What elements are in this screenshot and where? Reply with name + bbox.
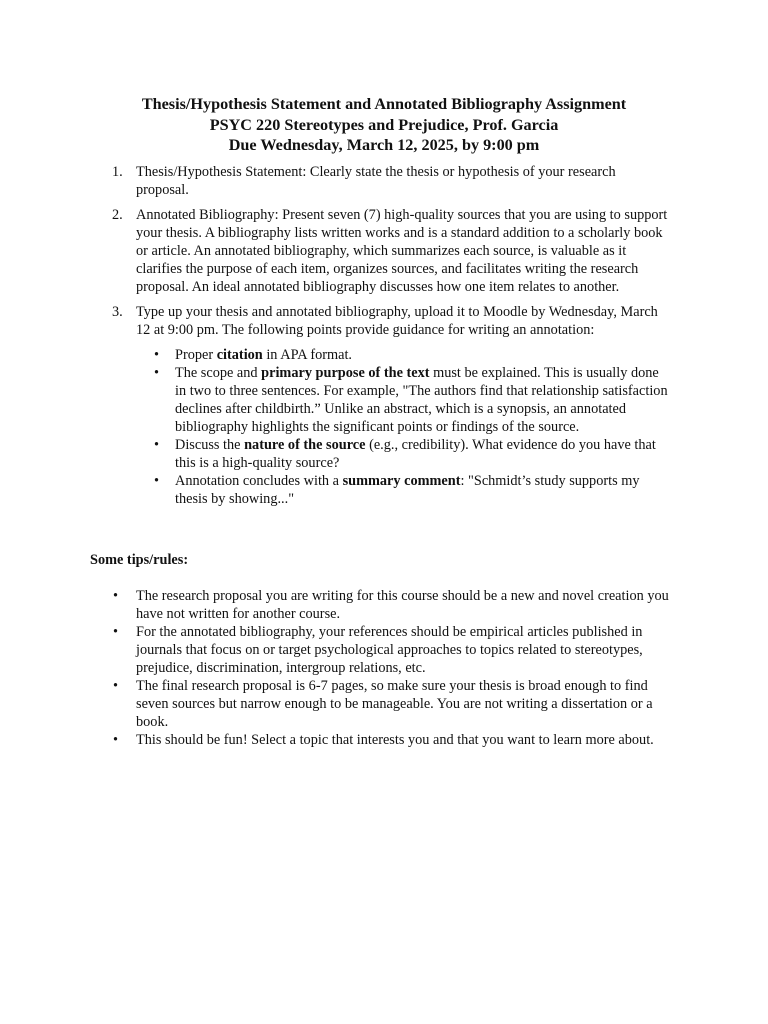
numbered-list — [112, 163, 672, 515]
bullet-icon: • — [113, 588, 119, 604]
guidance-text: in APA format. — [262, 347, 353, 363]
guidance-text: (e.g., credibility). What evidence do you have that this is a high-quality source? — [175, 437, 656, 471]
tip-text: The research proposal you are writing for this course should be a new and novel creation you have not written for another course. — [136, 588, 669, 622]
numbered-item — [112, 206, 672, 296]
bullet-icon: • — [113, 678, 119, 694]
item-number: 1. — [112, 164, 123, 180]
due-date-line: Due Wednesday, March 12, 2025, by 9:00 pm — [228, 136, 540, 154]
tips-heading: Some tips/rules: — [90, 552, 189, 568]
item-number: 2. — [112, 207, 123, 223]
guidance-bold-term: primary purpose of the text — [261, 365, 430, 381]
bullet-icon: • — [113, 624, 119, 640]
bullet-icon: • — [154, 365, 160, 381]
item-text: Annotated Bibliography: Present seven (7) high-quality sources that you are using to support your thesis. A bibliography lists written works and is a standard addition to a scholarly book or article. An annotated bibliography, which summarizes each source, is valuable as it clarifies the purpose of each item, organizes sources, and facilitates writing the research proposal. An ideal annotated bibliography discusses how one item relates to another. — [136, 207, 668, 295]
tip-text: The final research proposal is 6-7 pages, so make sure your thesis is broad enough to find seven sources but narrow enough to be manageable. You are not writing a dissertation or a book. — [136, 678, 653, 730]
guidance-list — [136, 346, 672, 508]
bullet-icon: • — [113, 732, 119, 748]
tip-item — [112, 587, 677, 623]
tip-text: For the annotated bibliography, your references should be empirical articles published in journals that focus on or target psychological approaches to topics related to stereotypes, prejudice, discrimination, intergroup relations, etc. — [136, 624, 643, 676]
guidance-item — [136, 472, 672, 508]
guidance-bold-term: citation — [216, 347, 263, 363]
tip-item — [112, 677, 677, 731]
guidance-text: The scope and — [175, 365, 262, 381]
course-line: PSYC 220 Stereotypes and Prejudice, Prof. Garcia — [209, 115, 559, 134]
guidance-text: Annotation concludes with a — [175, 473, 343, 489]
tip-item — [112, 623, 677, 677]
bullet-icon: • — [154, 437, 160, 453]
item-text: Thesis/Hypothesis Statement: Clearly state the thesis or hypothesis of your research proposal. — [136, 164, 616, 198]
guidance-text: Proper — [175, 347, 217, 363]
guidance-bold-term: nature of the source — [244, 437, 366, 453]
guidance-item — [136, 364, 672, 436]
guidance-bold-term: summary comment — [342, 473, 461, 489]
bullet-icon: • — [154, 473, 160, 489]
guidance-text: Discuss the — [175, 437, 245, 453]
tip-text: This should be fun! Select a topic that interests you and that you want to learn more about. — [136, 732, 654, 748]
numbered-item — [112, 163, 672, 199]
guidance-text: : "Schmidt’s study supports my thesis by showing..." — [175, 473, 640, 507]
numbered-item — [112, 303, 672, 508]
tip-item — [112, 731, 677, 749]
assignment-title: Thesis/Hypothesis Statement and Annotated Bibliography Assignment — [141, 95, 627, 113]
bullet-icon: • — [154, 347, 160, 363]
item-number: 3. — [112, 304, 123, 320]
guidance-text: must be explained. This is usually done in two to three sentences. For example, "The authors find that relationship satisfaction declines after childbirth.” Unlike an abstract, which is a synopsis, an annotated bibliography highlights the significant points or findings of the source. — [175, 365, 668, 435]
item-text: Type up your thesis and annotated bibliography, upload it to Moodle by Wednesday, March 12 at 9:00 pm. The following points provide guidance for writing an annotation: — [136, 304, 658, 338]
guidance-item — [136, 346, 672, 364]
guidance-item — [136, 436, 672, 472]
document-header — [0, 94, 768, 156]
tips-list — [112, 587, 677, 749]
